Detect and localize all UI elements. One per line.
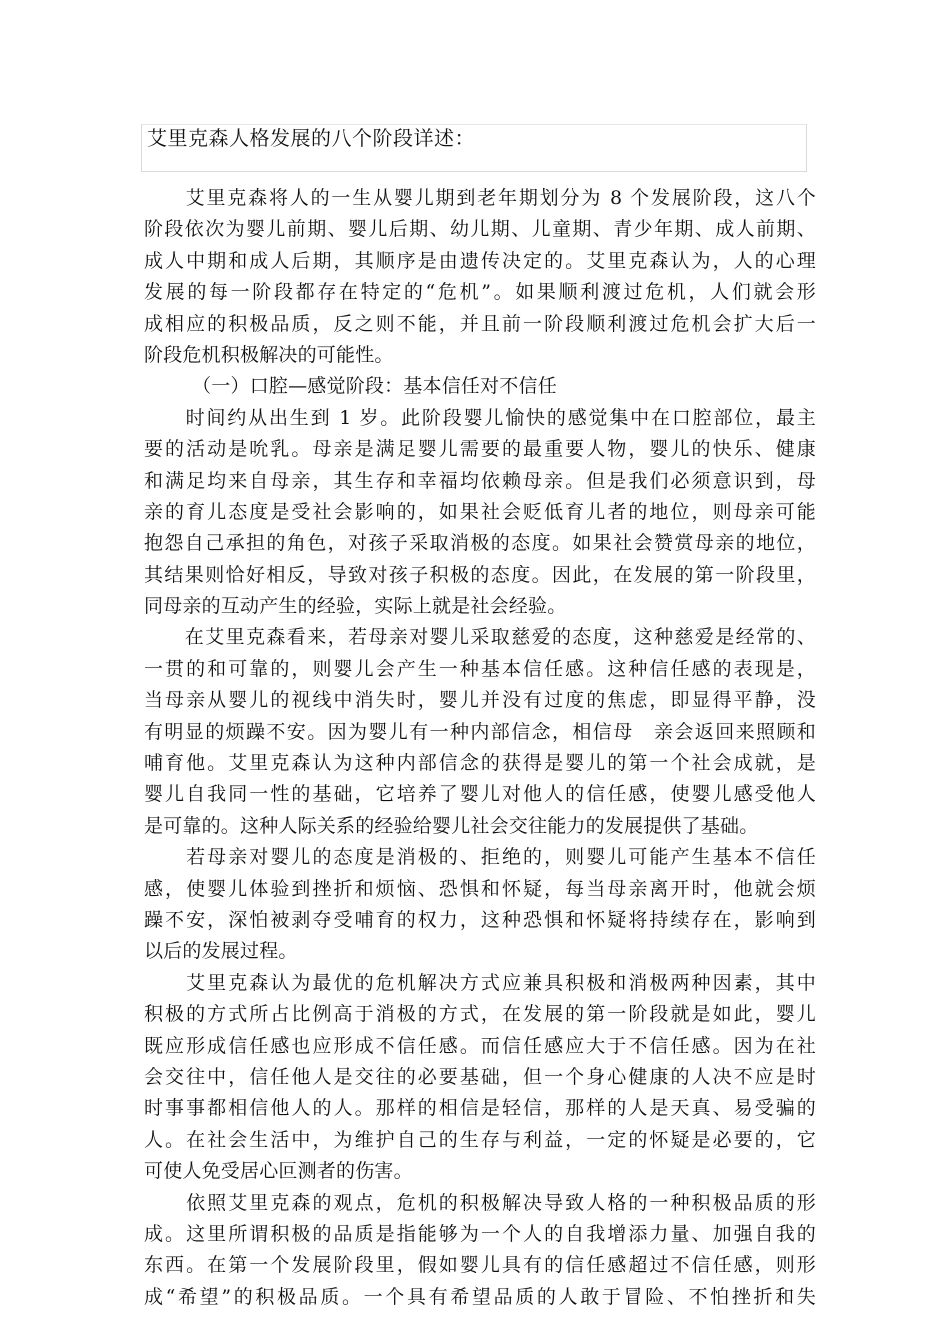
body-line: 若母亲对婴儿的态度是消极的、拒绝的，则婴儿可能产生基本不信任 <box>144 846 816 869</box>
document-title: 艾里克森人格发展的八个阶段详述： <box>147 126 475 150</box>
body-line: 依照艾里克森的观点，危机的积极解决导致人格的一种积极品质的形 <box>144 1191 816 1214</box>
body-line: 同母亲的互动产生的经验，实际上就是社会经验。 <box>144 595 567 618</box>
body-line: 艾里克森将人的一生从婴儿期到老年期划分为 8 个发展阶段，这八个 <box>144 187 816 209</box>
body-line: 发展的每一阶段都存在特定的“危机”。如果顺利渡过危机，人们就会形 <box>144 281 816 304</box>
section-heading: （一）口腔—感觉阶段：基本信任对不信任 <box>144 375 557 398</box>
body-line: 成“希望”的积极品质。一个具有希望品质的人敢于冒险、不怕挫折和失 <box>144 1285 816 1308</box>
document-body <box>144 183 816 1313</box>
body-line: 感，使婴儿体验到挫折和烦恼、恐惧和怀疑，每当母亲离开时，他就会烦 <box>144 877 816 900</box>
body-line: 哺育他。艾里克森认为这种内部信念的获得是婴儿的第一个社会成就，是 <box>144 752 816 775</box>
body-line: 以后的发展过程。 <box>144 940 298 963</box>
body-line: 要的活动是吮乳。母亲是满足婴儿需要的最重要人物，婴儿的快乐、健康 <box>144 438 816 461</box>
body-line: 一贯的和可靠的，则婴儿会产生一种基本信任感。这种信任感的表现是， <box>144 657 816 680</box>
body-line: 积极的方式所占比例高于消极的方式，在发展的第一阶段就是如此，婴儿 <box>144 1003 816 1026</box>
body-line: 人。在社会生活中，为维护自己的生存与利益，一定的怀疑是必要的，它 <box>144 1128 816 1151</box>
body-line: 会交往中，信任他人是交往的必要基础，但一个身心健康的人决不应是时 <box>144 1065 816 1088</box>
body-line: 亲的育儿态度是受社会影响的，如果社会贬低育儿者的地位，则母亲可能 <box>144 500 816 523</box>
body-line: 抱怨自己承担的角色，对孩子采取消极的态度。如果社会赞赏母亲的地位， <box>144 532 816 555</box>
body-line: 成。这里所谓积极的品质是指能够为一个人的自我增添力量、加强自我的 <box>144 1222 816 1245</box>
body-line: 时事事都相信他人的人。那样的相信是轻信，那样的人是天真、易受骗的 <box>144 1097 816 1120</box>
body-line: 艾里克森认为最优的危机解决方式应兼具积极和消极两种因素，其中 <box>144 971 816 994</box>
body-line: 阶段依次为婴儿前期、婴儿后期、幼儿期、儿童期、青少年期、成人前期、 <box>144 218 816 241</box>
body-line: 阶段危机积极解决的可能性。 <box>144 343 394 366</box>
title-box <box>141 124 807 172</box>
body-line: 东西。在第一个发展阶段里，假如婴儿具有的信任感超过不信任感，则形 <box>144 1254 816 1277</box>
body-line: 时间约从出生到 1 岁。此阶段婴儿愉快的感觉集中在口腔部位，最主 <box>144 406 816 429</box>
body-line: 躁不安，深怕被剥夺受哺育的权力，这种恐惧和怀疑将持续存在，影响到 <box>144 908 816 931</box>
body-line: 成相应的积极品质，反之则不能，并且前一阶段顺利渡过危机会扩大后一 <box>144 312 816 335</box>
body-line: 既应形成信任感也应形成不信任感。而信任感应大于不信任感。因为在社 <box>144 1034 816 1057</box>
body-line: 可使人免受居心叵测者的伤害。 <box>144 1160 413 1183</box>
body-line: 有明显的烦躁不安。因为婴儿有一种内部信念，相信母 亲会返回来照顾和 <box>144 720 816 743</box>
body-line: 和满足均来自母亲，其生存和幸福均依赖母亲。但是我们必须意识到，母 <box>144 469 816 492</box>
body-line: 是可靠的。这种人际关系的经验给婴儿社会交往能力的发展提供了基础。 <box>144 814 759 837</box>
body-line: 婴儿自我同一性的基础，它培养了婴儿对他人的信任感，使婴儿感受他人 <box>144 783 816 806</box>
body-line: 其结果则恰好相反，导致对孩子积极的态度。因此，在发展的第一阶段里， <box>144 563 816 586</box>
body-line: 成人中期和成人后期，其顺序是由遗传决定的。艾里克森认为，人的心理 <box>144 249 816 272</box>
body-line: 当母亲从婴儿的视线中消失时，婴儿并没有过度的焦虑，即显得平静，没 <box>144 689 816 712</box>
body-line: 在艾里克森看来，若母亲对婴儿采取慈爱的态度，这种慈爱是经常的、 <box>144 626 816 649</box>
